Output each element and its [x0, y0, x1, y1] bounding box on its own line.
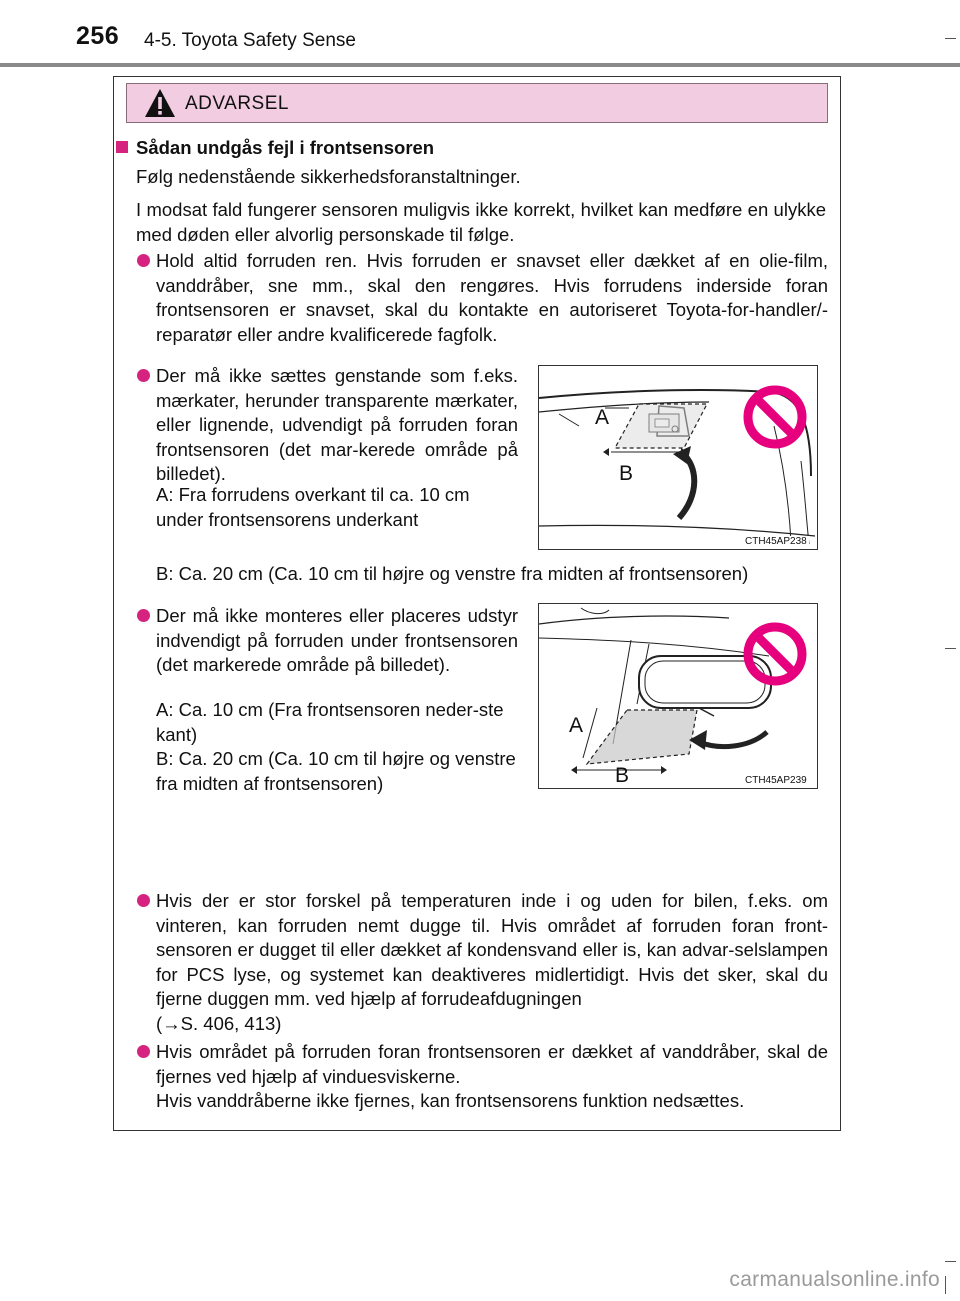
header-rule: [0, 63, 960, 67]
bullet3-note-a: A: Ca. 10 cm (Fra frontsensoren neder-ste kant): [156, 699, 504, 745]
bullet-no-stickers: Der må ikke sættes genstande som f.eks. mærkater, herunder transparente mærkater, eller lignende, udvendigt på forruden foran frontsensoren (det mar-kerede område på billedet).: [156, 365, 518, 484]
figure2-label-a: A: [569, 714, 584, 737]
windshield-inside-illustration: [539, 604, 817, 788]
intro-text-2: I modsat fald fungerer sensoren muligvis ikke korrekt, hvilket kan medføre en ulykke med døden eller alvorlig personskade til følge.: [136, 199, 826, 245]
crop-mark: [945, 648, 956, 649]
crop-mark: [945, 38, 956, 39]
circle-bullet-icon: [137, 369, 150, 382]
bullet4-reference: (→S. 406, 413): [156, 1013, 282, 1034]
bullet2-note-b: B: Ca. 20 cm (Ca. 10 cm til højre og venstre fra midten af frontsensoren): [156, 563, 749, 584]
windshield-outside-illustration: [539, 366, 817, 549]
crop-mark: [945, 1261, 956, 1262]
figure2-code: CTH45AP239: [745, 775, 807, 786]
warning-triangle-icon: [143, 87, 177, 119]
watermark: carmanualsonline.info: [729, 1268, 940, 1291]
page-number: 256: [76, 22, 120, 50]
circle-bullet-icon: [137, 894, 150, 907]
figure2-label-b: B: [615, 764, 630, 787]
warning-heading: Sådan undgås fejl i frontsensoren: [136, 137, 435, 158]
figure1-label-a: A: [595, 406, 610, 429]
circle-bullet-icon: [137, 1045, 150, 1058]
figure1-label-b: B: [619, 462, 634, 485]
figure-windshield-outside: [538, 365, 818, 550]
bullet2-note-a: A: Fra forrudens overkant til ca. 10 cm under frontsensorens underkant: [156, 484, 470, 530]
circle-bullet-icon: [137, 609, 150, 622]
bullet-water-drops: Hvis området på forruden foran frontsensoren er dækket af vanddråber, skal de fjernes ved hjælp af vinduesviskerne.: [156, 1041, 828, 1087]
bullet-fogging: Hvis der er stor forskel på temperaturen inde i og uden for bilen, f.eks. om vinteren, kan forruden nemt dugge til. Hvis området af forruden foran front-sensoren er dugget til eller dækket af kondensvand eller is, kan advar-selslampen for PCS lyse, og systemet kan deaktiveres midlertidigt. Hvis det sker, skal du fjerne duggen mm. ved hjælp af forrudeafdugningen: [156, 890, 828, 1009]
bullet3-note-b: B: Ca. 20 cm (Ca. 10 cm til højre og venstre fra midten af frontsensoren): [156, 748, 516, 794]
warning-header: [126, 83, 828, 123]
bullet-clean-windshield: Hold altid forruden ren. Hvis forruden er snavset eller dækket af en olie-film, vanddråber, sne mm., skal den rengøres. Hvis forrudens inderside foran frontsensoren er snavset, skal du kontakte en autoriseret Toyota-for-handler/-reparatør eller andre kvalificerede fagfolk.: [156, 250, 828, 345]
section-title: 4-5. Toyota Safety Sense: [144, 30, 356, 51]
circle-bullet-icon: [137, 254, 150, 267]
warning-label: ADVARSEL: [185, 93, 289, 114]
intro-text-1: Følg nedenstående sikkerhedsforanstaltninger.: [136, 166, 521, 187]
bullet-no-equipment: Der må ikke monteres eller placeres udstyr indvendigt på forruden under frontsensoren (det markerede område på billedet).: [156, 605, 518, 675]
square-bullet-icon: [116, 141, 128, 153]
bullet5-extra: Hvis vanddråberne ikke fjernes, kan frontsensorens funktion nedsættes.: [156, 1090, 745, 1111]
figure1-code: CTH45AP238: [745, 536, 807, 547]
crop-mark: [945, 1276, 946, 1294]
figure-windshield-inside: [538, 603, 818, 789]
